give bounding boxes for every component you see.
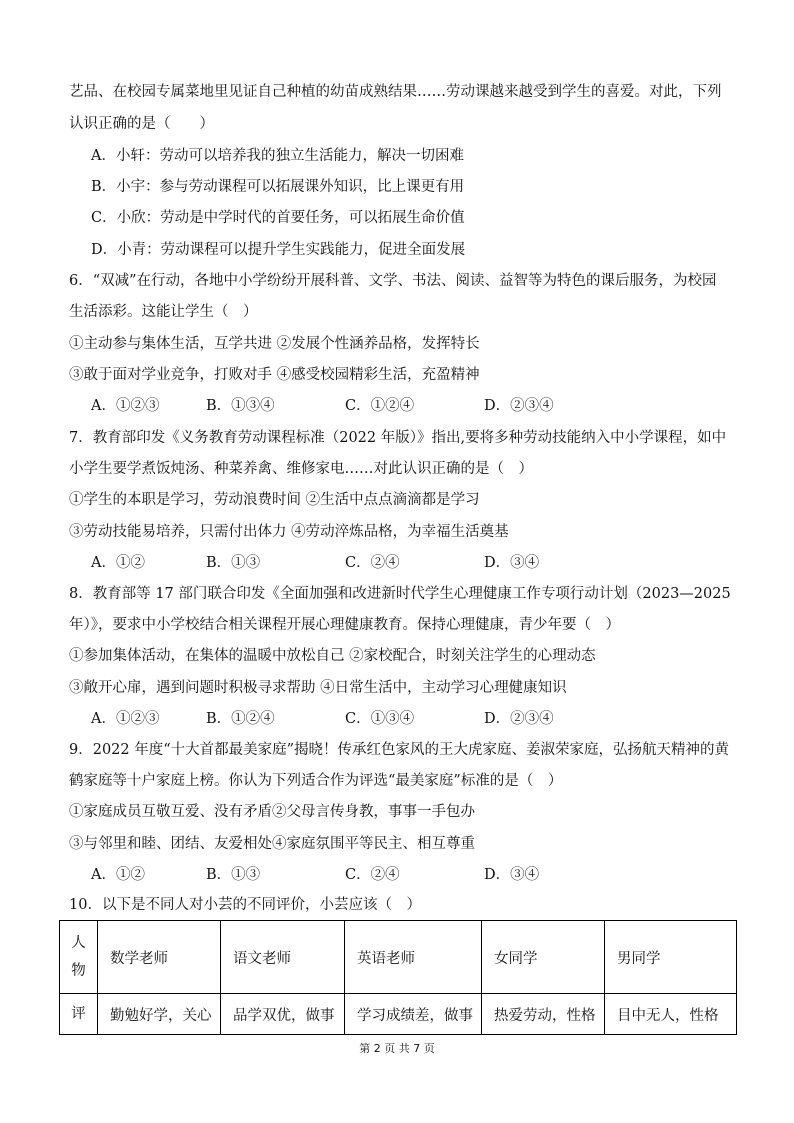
q8-items-line1: ①参加集体活动，在集体的温暖中放松自己 ②家校配合，时刻关注学生的心理动态 (69, 648, 596, 664)
q9-choice-c: C．②④ (345, 867, 400, 883)
q8-items-line2: ③敞开心扉，遇到问题时积极寻求帮助 ④日常生活中，主动学习心理健康知识 (69, 680, 567, 696)
q7-items-line2: ③劳动技能易培养，只需付出体力 ④劳动淬炼品格，为幸福生活奠基 (69, 524, 509, 540)
q6-choice-a: A．①②③ (91, 398, 160, 414)
q9-choice-d: D．③④ (484, 867, 540, 883)
q5-stem-line1: 艺品、在校园专属菜地里见证自己种植的幼苗成熟结果……劳动课越来越受到学生的喜爱。对此，下列 (69, 84, 722, 100)
evaluation-table (59, 920, 737, 1035)
q7-choice-a: A．①② (91, 555, 145, 571)
q8-choice-a: A．①②③ (91, 711, 160, 727)
q9-stem-line1: 9．2022 年度“十大首都最美家庭”揭晓！传承红色家风的王大虎家庭、姜淑荣家庭，弘扬航天精神的黄 (69, 742, 730, 758)
table-cell: 学习成绩差，做事 (345, 994, 482, 1035)
q9-items-line2: ③与邻里和睦、团结、友爱相处④家庭氛围平等民主、相互尊重 (69, 836, 475, 852)
q5-option-d: D．小青：劳动课程可以提升学生实践能力，促进全面发展 (91, 242, 466, 258)
table-header-cell: 女同学 (482, 921, 605, 994)
table-header-cell: 英语老师 (345, 921, 482, 994)
header-person-label: 人 物 (71, 935, 86, 979)
q7-choice-c: C．②④ (345, 555, 400, 571)
q7-stem-line2: 小学生要学煮饭炖汤、种菜养禽、维修家电……对此认识正确的是（ ） (69, 461, 533, 477)
table-cell: 勤勉好学，关心 (98, 994, 221, 1035)
table-cell: 热爱劳动，性格 (482, 994, 605, 1035)
q6-stem-line2: 生活添彩。这能让学生（ ） (69, 304, 258, 320)
table-header-cell: 语文老师 (221, 921, 345, 994)
q5-option-a: A．小轩：劳动可以培养我的独立生活能力，解决一切困难 (91, 148, 464, 164)
q5-option-b: B．小宇：参与劳动课程可以拓展课外知识，比上课更有用 (91, 179, 465, 195)
q6-choice-c: C．①②④ (345, 398, 415, 414)
q7-choice-b: B．①③ (206, 555, 261, 571)
q6-items-line1: ①主动参与集体生活，互学共进 ②发展个性涵养品格，发挥特长 (69, 336, 480, 352)
q9-items-line1: ①家庭成员互敬互爱、没有矛盾②父母言传身教，事事一手包办 (69, 804, 475, 820)
q6-choice-d: D．②③④ (484, 398, 554, 414)
q8-stem-line1: 8．教育部等 17 部门联合印发《全面加强和改进新时代学生心理健康工作专项行动计划（2023—2025 (69, 586, 731, 602)
q6-choice-b: B．①③④ (206, 398, 275, 414)
table-row (60, 994, 737, 1035)
q7-items-line1: ①学生的本职是学习，劳动浪费时间 ②生活中点点滴滴都是学习 (69, 492, 480, 508)
table-header-cell (60, 921, 98, 994)
q7-choice-d: D．③④ (484, 555, 540, 571)
q8-choice-d: D．②③④ (484, 711, 554, 727)
q5-option-c: C．小欣：劳动是中学时代的首要任务，可以拓展生命价值 (91, 210, 465, 226)
q10-stem-line1: 10．以下是不同人对小芸的不同评价，小芸应该（ ） (69, 897, 421, 913)
q7-stem-line1: 7．教育部印发《义务教育劳动课程标准（2022 年版）》指出,要将多种劳动技能纳入中小学课程，如中 (69, 430, 727, 446)
q9-choice-a: A．①② (91, 867, 145, 883)
q9-stem-line2: 鹤家庭等十户家庭上榜。你认为下列适合作为评选“最美家庭”标准的是（ ） (69, 773, 563, 789)
table-cell: 目中无人，性格 (605, 994, 737, 1035)
q6-items-line2: ③敢于面对学业竞争，打败对手 ④感受校园精彩生活，充盈精神 (69, 367, 480, 383)
q6-stem-line1: 6．“双减”在行动，各地中小学纷纷开展科普、文学、书法、阅读、益智等为特色的课后服务，为校园 (69, 273, 717, 289)
q8-choice-b: B．①②④ (206, 711, 275, 727)
table-header-row (60, 921, 737, 994)
q8-stem-line2: 年）》，要求中小学校结合相关课程开展心理健康教育。保持心理健康，青少年要（ ） (69, 617, 620, 633)
q8-choice-c: C．①③④ (345, 711, 415, 727)
table-cell: 品学双优，做事 (221, 994, 345, 1035)
table-cell: 评 (60, 994, 98, 1035)
table-header-cell: 男同学 (605, 921, 737, 994)
q5-stem-line2: 认识正确的是（ ） (69, 116, 214, 132)
table-header-cell: 数学老师 (98, 921, 221, 994)
q9-choice-b: B．①③ (206, 867, 261, 883)
page-footer: 第 2 页 共 7 页 (359, 1042, 435, 1055)
